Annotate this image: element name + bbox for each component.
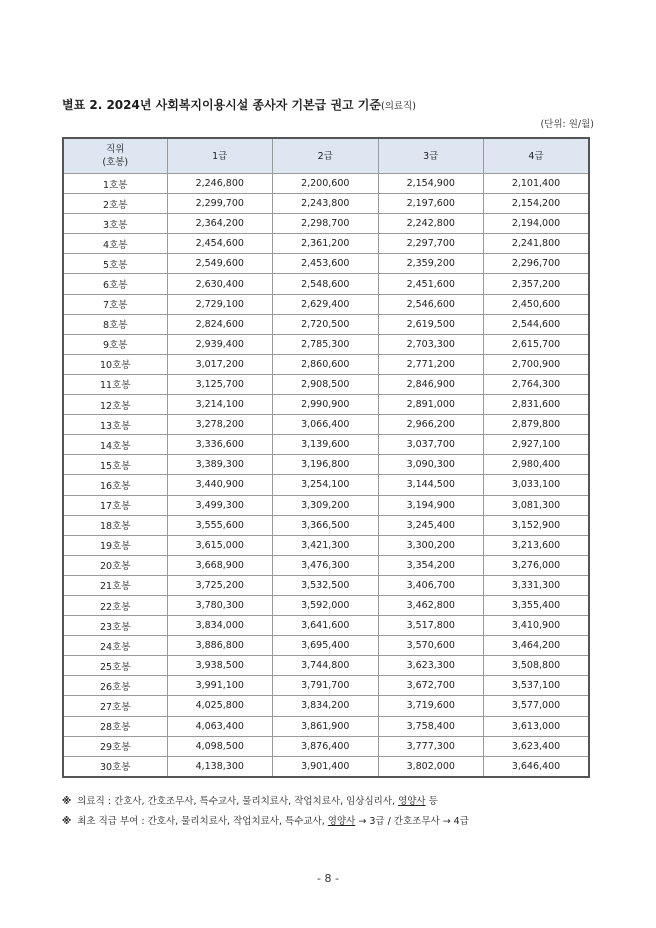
- salary-cell: 4,025,800: [167, 696, 273, 716]
- salary-cell: 3,725,200: [167, 575, 273, 595]
- salary-cell: 3,938,500: [167, 656, 273, 676]
- salary-cell: 2,980,400: [484, 455, 590, 475]
- salary-cell: 3,623,400: [484, 736, 590, 756]
- salary-cell: 2,860,600: [273, 354, 379, 374]
- salary-cell: 2,361,200: [273, 234, 379, 254]
- salary-cell: 2,450,600: [484, 294, 590, 314]
- step-cell: 1호봉: [63, 174, 167, 194]
- salary-cell: 3,991,100: [167, 676, 273, 696]
- salary-cell: 3,646,400: [484, 756, 590, 777]
- salary-cell: 2,454,600: [167, 234, 273, 254]
- salary-cell: 2,824,600: [167, 314, 273, 334]
- salary-cell: 3,592,000: [273, 595, 379, 615]
- salary-cell: 3,355,400: [484, 595, 590, 615]
- salary-cell: 2,720,500: [273, 314, 379, 334]
- salary-cell: 3,406,700: [378, 575, 484, 595]
- salary-cell: 2,298,700: [273, 214, 379, 234]
- step-cell: 21호봉: [63, 575, 167, 595]
- salary-cell: 2,243,800: [273, 194, 379, 214]
- table-row: [63, 294, 589, 314]
- salary-cell: 2,785,300: [273, 334, 379, 354]
- step-cell: 17호봉: [63, 495, 167, 515]
- salary-cell: 3,570,600: [378, 636, 484, 656]
- salary-cell: 3,517,800: [378, 616, 484, 636]
- salary-cell: 3,254,100: [273, 475, 379, 495]
- step-cell: 18호봉: [63, 515, 167, 535]
- salary-cell: 2,364,200: [167, 214, 273, 234]
- salary-cell: 2,619,500: [378, 314, 484, 334]
- salary-cell: 3,802,000: [378, 756, 484, 777]
- table-row: [63, 656, 589, 676]
- salary-cell: 2,359,200: [378, 254, 484, 274]
- step-cell: 6호봉: [63, 274, 167, 294]
- salary-cell: 3,196,800: [273, 455, 379, 475]
- salary-cell: 2,299,700: [167, 194, 273, 214]
- title-sub: (의료직): [381, 101, 416, 112]
- note1-underlined: 영양사: [398, 796, 426, 807]
- salary-cell: 3,613,000: [484, 716, 590, 736]
- table-row: [63, 515, 589, 535]
- table-row: [63, 214, 589, 234]
- salary-cell: 2,879,800: [484, 415, 590, 435]
- salary-cell: 3,758,400: [378, 716, 484, 736]
- salary-cell: 3,440,900: [167, 475, 273, 495]
- salary-cell: 3,695,400: [273, 636, 379, 656]
- step-cell: 26호봉: [63, 676, 167, 696]
- table-row: [63, 174, 589, 194]
- step-cell: 12호봉: [63, 395, 167, 415]
- salary-cell: 3,499,300: [167, 495, 273, 515]
- table-header-row: [63, 138, 589, 174]
- salary-cell: 3,152,900: [484, 515, 590, 535]
- page-title: [62, 96, 416, 113]
- title-main: 별표 2. 2024년 사회복지이용시설 종사자 기본급 권고 기준: [62, 98, 381, 112]
- footnote-1: [62, 792, 469, 812]
- salary-cell: 3,537,100: [484, 676, 590, 696]
- table-row: [63, 736, 589, 756]
- step-cell: 28호봉: [63, 716, 167, 736]
- step-cell: 15호봉: [63, 455, 167, 475]
- salary-cell: 3,410,900: [484, 616, 590, 636]
- salary-cell: 3,641,600: [273, 616, 379, 636]
- salary-cell: 3,834,000: [167, 616, 273, 636]
- note1-suffix: 등: [428, 796, 438, 807]
- step-cell: 30호봉: [63, 756, 167, 777]
- note2-suffix: → 3급 / 간호조무사 → 4급: [358, 816, 469, 827]
- table-row: [63, 555, 589, 575]
- salary-cell: 3,744,800: [273, 656, 379, 676]
- salary-cell: 3,672,700: [378, 676, 484, 696]
- table-row: [63, 194, 589, 214]
- step-cell: 13호봉: [63, 415, 167, 435]
- unit-label: (단위: 원/월): [540, 119, 594, 130]
- salary-cell: 2,700,900: [484, 354, 590, 374]
- salary-cell: 2,771,200: [378, 354, 484, 374]
- step-cell: 4호봉: [63, 234, 167, 254]
- table-row: [63, 354, 589, 374]
- step-cell: 27호봉: [63, 696, 167, 716]
- salary-cell: 2,703,300: [378, 334, 484, 354]
- step-cell: 14호봉: [63, 435, 167, 455]
- salary-cell: 2,764,300: [484, 374, 590, 394]
- salary-cell: 2,194,000: [484, 214, 590, 234]
- header-grade-4: 4급: [484, 138, 590, 174]
- step-cell: 11호봉: [63, 374, 167, 394]
- salary-cell: 3,017,200: [167, 354, 273, 374]
- salary-cell: 4,098,500: [167, 736, 273, 756]
- table-row: [63, 636, 589, 656]
- salary-cell: 3,389,300: [167, 455, 273, 475]
- step-cell: 2호봉: [63, 194, 167, 214]
- step-cell: 20호봉: [63, 555, 167, 575]
- footnote-2: [62, 812, 469, 832]
- salary-cell: 2,908,500: [273, 374, 379, 394]
- note1-text: 의료직 : 간호사, 간호조무사, 특수교사, 물리치료사, 작업치료사, 임상심리사,: [77, 796, 396, 807]
- salary-cell: 3,336,600: [167, 435, 273, 455]
- salary-cell: 3,861,900: [273, 716, 379, 736]
- table-row: [63, 374, 589, 394]
- header-position-line2: (호봉): [102, 157, 129, 168]
- header-grade-2: 2급: [273, 138, 379, 174]
- salary-cell: 3,037,700: [378, 435, 484, 455]
- salary-cell: 3,276,000: [484, 555, 590, 575]
- table-row: [63, 475, 589, 495]
- salary-cell: 2,927,100: [484, 435, 590, 455]
- table-row: [63, 435, 589, 455]
- table-body: [63, 174, 589, 777]
- salary-cell: 2,846,900: [378, 374, 484, 394]
- table-row: [63, 696, 589, 716]
- salary-cell: 2,451,600: [378, 274, 484, 294]
- table-row: [63, 395, 589, 415]
- step-cell: 19호봉: [63, 535, 167, 555]
- salary-cell: 3,532,500: [273, 575, 379, 595]
- header-position: [63, 138, 167, 174]
- table-row: [63, 756, 589, 777]
- salary-cell: 2,548,600: [273, 274, 379, 294]
- salary-cell: 2,544,600: [484, 314, 590, 334]
- salary-table: [62, 137, 590, 778]
- step-cell: 8호봉: [63, 314, 167, 334]
- table-row: [63, 234, 589, 254]
- salary-cell: 2,357,200: [484, 274, 590, 294]
- note-mark: ※: [62, 796, 72, 807]
- salary-cell: 2,197,600: [378, 194, 484, 214]
- salary-cell: 3,623,300: [378, 656, 484, 676]
- salary-cell: 3,245,400: [378, 515, 484, 535]
- salary-cell: 3,194,900: [378, 495, 484, 515]
- salary-cell: 2,200,600: [273, 174, 379, 194]
- salary-cell: 3,719,600: [378, 696, 484, 716]
- salary-cell: 3,476,300: [273, 555, 379, 575]
- salary-cell: 3,464,200: [484, 636, 590, 656]
- salary-cell: 3,354,200: [378, 555, 484, 575]
- step-cell: 16호봉: [63, 475, 167, 495]
- salary-cell: 2,966,200: [378, 415, 484, 435]
- salary-cell: 2,453,600: [273, 254, 379, 274]
- salary-cell: 3,139,600: [273, 435, 379, 455]
- salary-cell: 2,831,600: [484, 395, 590, 415]
- step-cell: 3호봉: [63, 214, 167, 234]
- salary-cell: 2,546,600: [378, 294, 484, 314]
- salary-cell: 3,780,300: [167, 595, 273, 615]
- salary-cell: 2,630,400: [167, 274, 273, 294]
- salary-cell: 4,063,400: [167, 716, 273, 736]
- table-row: [63, 575, 589, 595]
- table-row: [63, 415, 589, 435]
- salary-cell: 3,309,200: [273, 495, 379, 515]
- salary-cell: 3,066,400: [273, 415, 379, 435]
- header-grade-3: 3급: [378, 138, 484, 174]
- table-row: [63, 314, 589, 334]
- salary-cell: 3,366,500: [273, 515, 379, 535]
- footnotes: [62, 792, 469, 832]
- salary-cell: 3,214,100: [167, 395, 273, 415]
- salary-cell: 3,033,100: [484, 475, 590, 495]
- table-row: [63, 334, 589, 354]
- salary-cell: 3,876,400: [273, 736, 379, 756]
- step-cell: 24호봉: [63, 636, 167, 656]
- salary-cell: 3,615,000: [167, 535, 273, 555]
- page-number: - 8 -: [317, 872, 339, 885]
- salary-cell: 2,629,400: [273, 294, 379, 314]
- salary-cell: 3,213,600: [484, 535, 590, 555]
- table-row: [63, 455, 589, 475]
- salary-cell: 2,939,400: [167, 334, 273, 354]
- salary-cell: 3,331,300: [484, 575, 590, 595]
- salary-cell: 3,090,300: [378, 455, 484, 475]
- salary-cell: 3,462,800: [378, 595, 484, 615]
- step-cell: 25호봉: [63, 656, 167, 676]
- step-cell: 10호봉: [63, 354, 167, 374]
- salary-cell: 2,101,400: [484, 174, 590, 194]
- salary-cell: 3,668,900: [167, 555, 273, 575]
- salary-cell: 2,615,700: [484, 334, 590, 354]
- table-row: [63, 254, 589, 274]
- salary-cell: 2,154,200: [484, 194, 590, 214]
- step-cell: 23호봉: [63, 616, 167, 636]
- salary-cell: 2,891,000: [378, 395, 484, 415]
- salary-cell: 2,154,900: [378, 174, 484, 194]
- step-cell: 29호봉: [63, 736, 167, 756]
- table-row: [63, 716, 589, 736]
- salary-cell: 2,297,700: [378, 234, 484, 254]
- table-row: [63, 535, 589, 555]
- step-cell: 5호봉: [63, 254, 167, 274]
- salary-cell: 2,241,800: [484, 234, 590, 254]
- table-row: [63, 274, 589, 294]
- salary-cell: 2,990,900: [273, 395, 379, 415]
- header-grade-1: 1급: [167, 138, 273, 174]
- salary-cell: 3,508,800: [484, 656, 590, 676]
- salary-cell: 3,791,700: [273, 676, 379, 696]
- header-position-line1: 직위: [106, 144, 125, 155]
- note2-text: 최초 직급 부여 : 간호사, 물리치료사, 작업치료사, 특수교사,: [77, 816, 325, 827]
- salary-cell: 3,081,300: [484, 495, 590, 515]
- step-cell: 7호봉: [63, 294, 167, 314]
- salary-cell: 3,886,800: [167, 636, 273, 656]
- salary-cell: 3,901,400: [273, 756, 379, 777]
- table-row: [63, 495, 589, 515]
- step-cell: 22호봉: [63, 595, 167, 615]
- salary-cell: 3,300,200: [378, 535, 484, 555]
- step-cell: 9호봉: [63, 334, 167, 354]
- table-row: [63, 616, 589, 636]
- table-row: [63, 676, 589, 696]
- note2-underlined: 영양사: [327, 816, 356, 827]
- salary-cell: 2,549,600: [167, 254, 273, 274]
- salary-cell: 3,777,300: [378, 736, 484, 756]
- salary-cell: 3,577,000: [484, 696, 590, 716]
- table-row: [63, 595, 589, 615]
- salary-cell: 3,834,200: [273, 696, 379, 716]
- note-mark: ※: [62, 816, 72, 827]
- salary-cell: 3,278,200: [167, 415, 273, 435]
- salary-cell: 2,242,800: [378, 214, 484, 234]
- salary-cell: 2,296,700: [484, 254, 590, 274]
- salary-cell: 3,421,300: [273, 535, 379, 555]
- salary-cell: 3,125,700: [167, 374, 273, 394]
- salary-cell: 4,138,300: [167, 756, 273, 777]
- salary-cell: 2,246,800: [167, 174, 273, 194]
- salary-cell: 2,729,100: [167, 294, 273, 314]
- salary-cell: 3,555,600: [167, 515, 273, 535]
- salary-cell: 3,144,500: [378, 475, 484, 495]
